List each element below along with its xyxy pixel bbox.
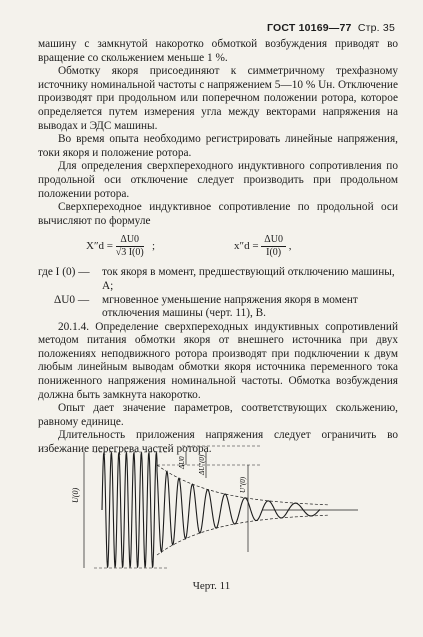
label-delta-u0: ΔU0 <box>178 456 186 469</box>
definition-2-symbol: ΔU0 — <box>54 293 90 306</box>
formula-end: , <box>288 240 292 253</box>
paragraph-5: Сверхпереходное индуктивное сопротивление по продольной оси вычисляют по формуле <box>38 201 398 227</box>
paragraph-1: машину с замкнутой накоротко обмоткой возбуждения приводят во вращение со скольжением меньше 1 %. <box>38 38 398 64</box>
formula <box>38 228 398 266</box>
definition-1 <box>38 266 398 293</box>
label-u0: U(0) <box>71 487 80 503</box>
formula-denominator-1: √3 I(0) <box>115 247 144 259</box>
paragraph-4: Для определения сверхпереходного индуктивного сопротивления по продольной оси отключение следует производить при продольном положении ротора. <box>38 160 398 200</box>
standard-number: ГОСТ 10169—77 <box>266 22 352 34</box>
definition-2-text: мгновенное уменьшение напряжения якоря в момент отключения машины (черт. 11), В. <box>102 293 358 320</box>
formula-numerator-2: ΔU0 <box>261 234 286 247</box>
page-header <box>267 22 395 34</box>
formula-separator: ; <box>151 240 156 253</box>
paragraph-3: Во время опыта необходимо регистрировать линейные напряжения, токи якоря и положение ротора. <box>38 133 398 159</box>
formula-fraction-1 <box>116 234 144 259</box>
paragraph-6: 20.1.4. Определение сверхпереходных индуктивных сопротивлений методом питания обмотки якоря от внешнего источника при двух положениях неподвижного ротора производят при подключении к двум любым линейным выводам обмотки якоря источника переменного тока пониженного напряжения номинальной частоты. Обмотка возбуждения должна быть замкнута накоротко. <box>38 320 398 401</box>
formula-numerator-1: ΔU0 <box>116 234 144 247</box>
definition-1-symbol: I (0) — <box>55 266 90 279</box>
body-text <box>38 38 398 457</box>
page-number: Стр. 35 <box>357 22 395 34</box>
definition-1-text: ток якоря в момент, предшествующий отключению машины, А; <box>102 266 395 292</box>
figure-11-oscillogram <box>62 435 362 575</box>
formula-lhs-1: X″d = <box>86 240 113 253</box>
definition-2 <box>38 294 398 321</box>
paragraph-8: Длительность приложения напряжения следует ограничить во избежание перегрева частей ротора. <box>38 429 398 456</box>
figure-caption: Черт. 11 <box>192 580 231 592</box>
where-lead: где <box>38 266 53 279</box>
paragraph-2: Обмотку якоря присоединяют к симметричному трехфазному источнику номинальной частоты с напряжением 5—10 % Uн. Отключение производят при продольном или поперечном положении ротора, которое определяется путем измерения угла между векторами напряжения на выводах и ЭДС машины. <box>38 65 398 132</box>
formula-denominator-2: I(0) <box>266 247 282 259</box>
formula-lhs-2: x″d = <box>234 240 259 253</box>
paragraph-7: Опыт дает значение параметров, соответствующих скольжению, равному единице. <box>38 402 398 428</box>
label-u0-double-prime: U″(0) <box>239 476 247 493</box>
formula-fraction-2 <box>261 234 286 259</box>
label-delta-u0-double-prime: ΔU″(0) <box>198 454 206 475</box>
